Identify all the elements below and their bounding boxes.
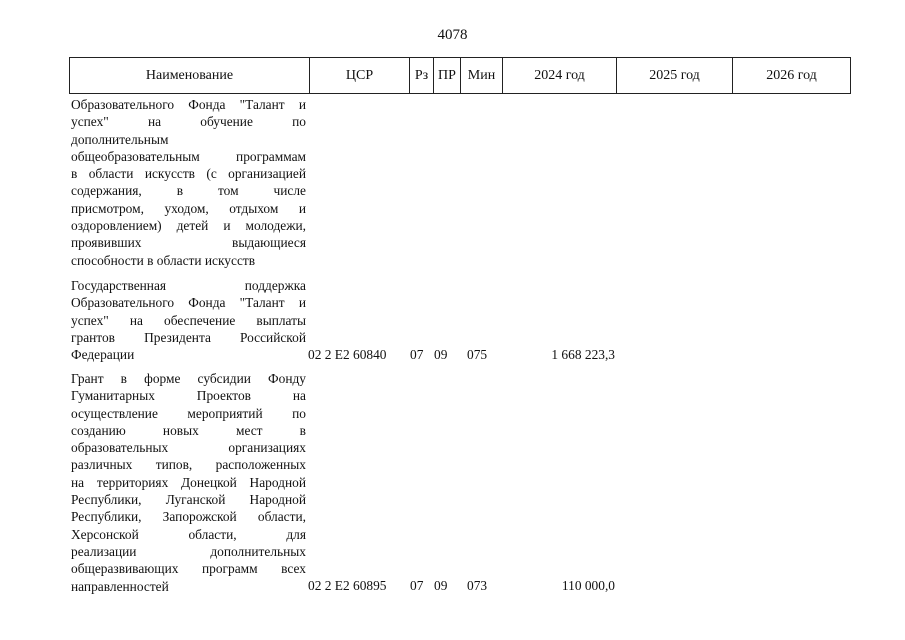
name-line: Республики, Луганской Народной — [71, 492, 306, 508]
header-rz: Рз — [410, 58, 434, 94]
name-line: Государственная поддержка — [71, 278, 306, 293]
name-line: направленностей — [71, 578, 169, 594]
name-line: успех" на обучение по — [71, 114, 306, 130]
header-csr: ЦСР — [310, 58, 410, 94]
name-line: Образовательного Фонда "Талант и — [71, 97, 306, 112]
name-line: грантов Президента Российской — [71, 329, 306, 345]
header-min: Мин — [461, 58, 503, 94]
name-line: образовательных организациях — [71, 440, 306, 456]
row-rz-code: 07 — [410, 347, 424, 362]
header-year-2024: 2024 год — [503, 58, 617, 94]
row-pr-code: 09 — [434, 578, 448, 593]
name-line: Федерации — [71, 347, 135, 363]
row-min-code: 073 — [467, 578, 488, 593]
header-name: Наименование — [70, 58, 310, 94]
name-line: Грант в форме субсидии Фонду — [71, 371, 306, 386]
name-line: на территориях Донецкой Народной — [71, 474, 306, 490]
row-amount-2024: 110 000,0 — [561, 578, 615, 593]
name-line: успех" на обеспечение выплаты — [71, 312, 306, 328]
name-line: проявивших выдающиеся — [71, 235, 306, 251]
row-csr-code: 02 2 Е2 60895 — [308, 578, 387, 593]
row-csr-code: 02 2 Е2 60840 — [308, 347, 387, 362]
name-line: дополнительным — [71, 131, 169, 147]
header-pr: ПР — [434, 58, 461, 94]
row-name-president-grants — [71, 277, 306, 363]
row-min-code: 075 — [467, 347, 488, 362]
name-line: присмотром, уходом, отдыхом и — [71, 200, 306, 216]
row-rz-code: 07 — [410, 578, 424, 593]
row-name-humanitarian-grant — [71, 370, 306, 595]
name-line: Республики, Запорожской области, — [71, 509, 306, 525]
name-line: в области искусств (с организацией — [71, 166, 306, 182]
row-pr-code: 09 — [434, 347, 448, 362]
row-amount-2024: 1 668 223,3 — [551, 347, 615, 362]
name-line: Гуманитарных Проектов на — [71, 388, 306, 404]
name-line: общеразвивающих программ всех — [71, 561, 306, 577]
name-line: оздоровлением) детей и молодежи, — [71, 218, 306, 234]
name-line: содержания, в том числе — [71, 183, 306, 199]
table-header — [69, 57, 851, 94]
row-name-talent-training — [71, 96, 306, 269]
header-year-2026: 2026 год — [733, 58, 851, 94]
name-line: различных типов, расположенных — [71, 457, 306, 473]
name-line: Образовательного Фонда "Талант и — [71, 295, 306, 311]
header-year-2025: 2025 год — [617, 58, 733, 94]
name-line: созданию новых мест в — [71, 422, 306, 438]
name-line: осуществление мероприятий по — [71, 405, 306, 421]
page-number: 4078 — [437, 27, 468, 43]
name-line: общеобразовательным программам — [71, 148, 306, 164]
name-line: способности в области искусств — [71, 252, 256, 268]
name-line: Херсонской области, для — [71, 526, 306, 542]
name-line: реализации дополнительных — [71, 543, 306, 559]
